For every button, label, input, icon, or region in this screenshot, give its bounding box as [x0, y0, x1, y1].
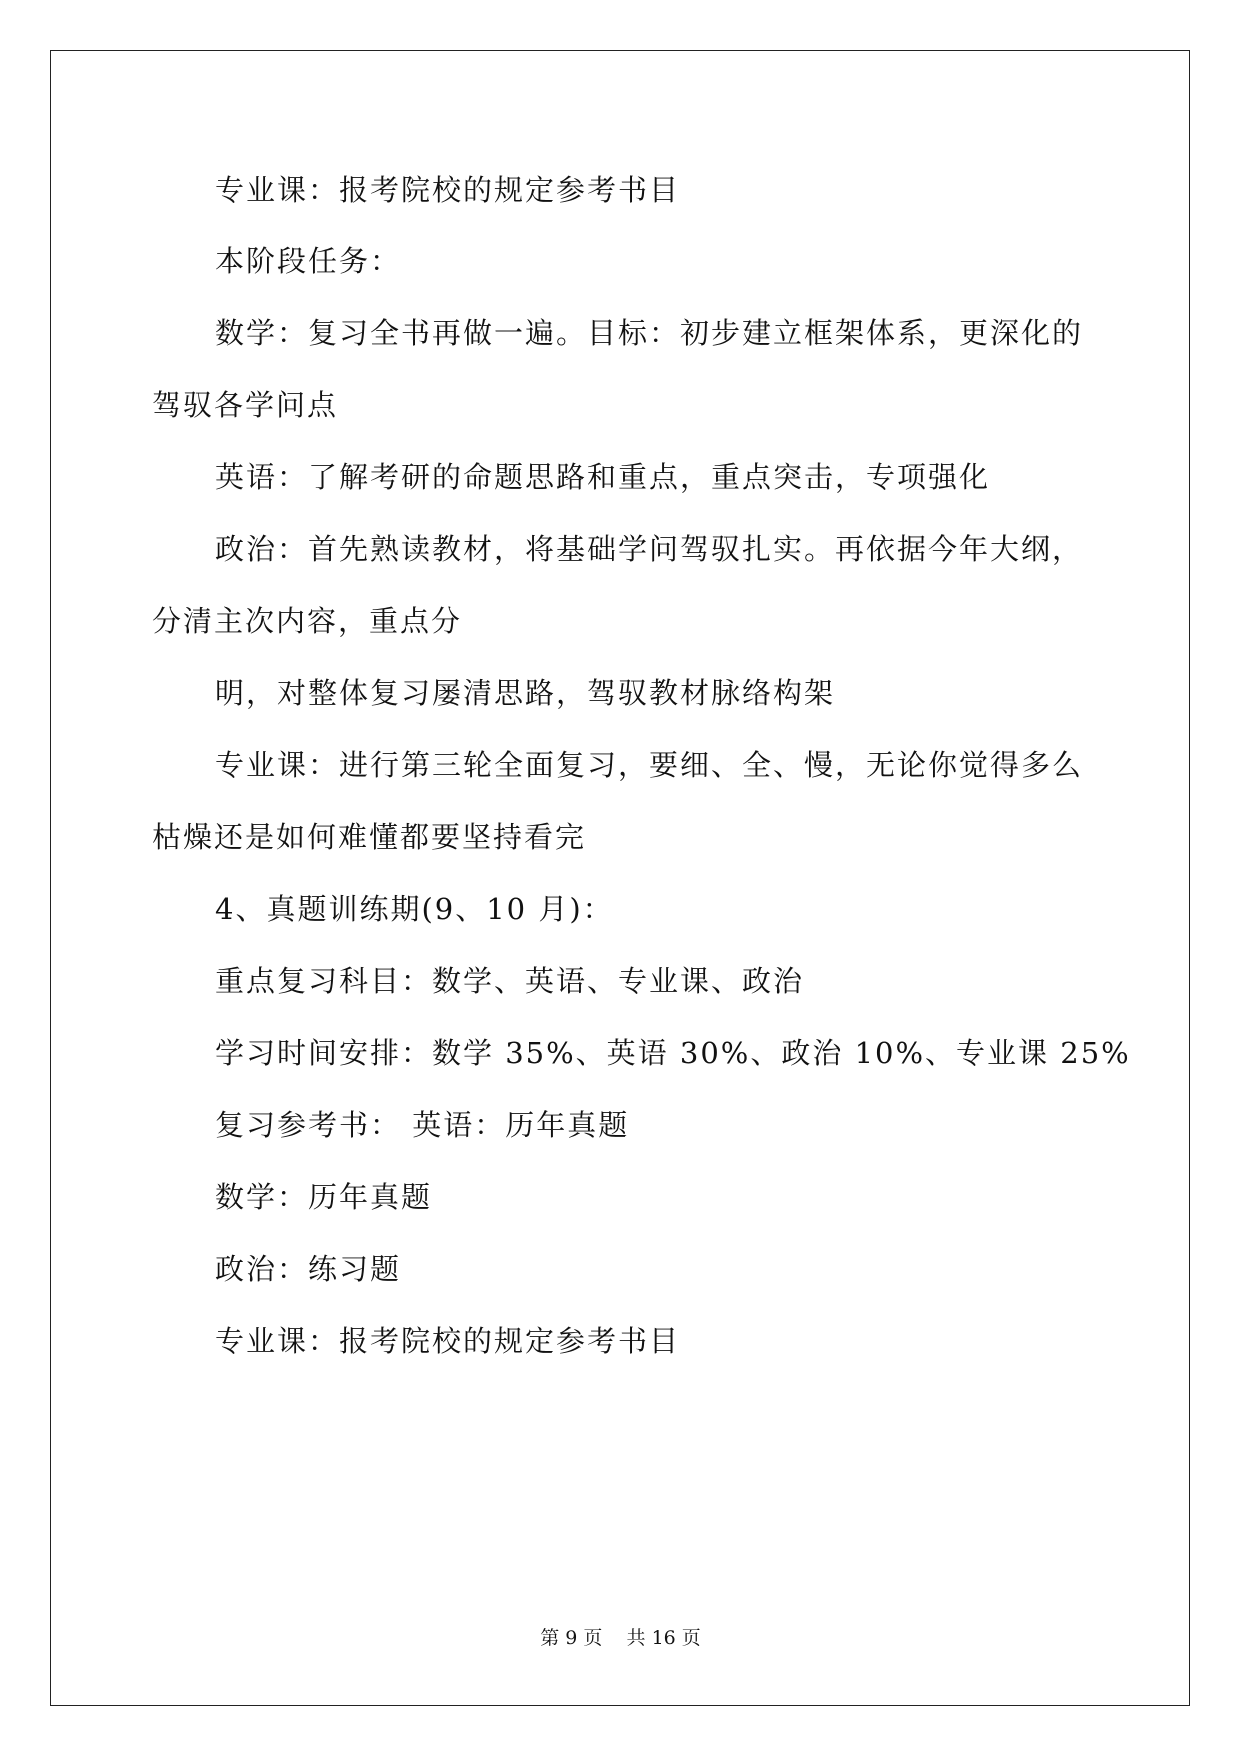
- page-number-footer: 第 9 页 共 16 页: [540, 1627, 701, 1649]
- text-line: 专业课：报考院校的规定参考书目: [215, 1324, 681, 1358]
- text-line: 分清主次内容，重点分: [152, 604, 463, 638]
- text-line: 专业课：进行第三轮全面复习，要细、全、慢，无论你觉得多么: [215, 748, 1084, 782]
- text-line: 数学：历年真题: [215, 1180, 433, 1214]
- text-line: 本阶段任务：: [215, 244, 402, 278]
- text-line: 学习时间安排：数学 35%、英语 30%、政治 10%、专业课 25%: [215, 1036, 1131, 1070]
- text-line: 驾驭各学问点: [152, 388, 339, 422]
- section-heading: 4、真题训练期(9、10 月)：: [215, 892, 614, 926]
- text-line: 枯燥还是如何难懂都要坚持看完: [152, 820, 587, 854]
- text-line: 英语：了解考研的命题思路和重点，重点突击，专项强化: [215, 460, 991, 494]
- text-line: 政治：首先熟读教材，将基础学问驾驭扎实。再依据今年大纲，: [215, 532, 1084, 566]
- text-line: 复习参考书： 英语：历年真题: [215, 1108, 630, 1142]
- text-line: 数学：复习全书再做一遍。目标：初步建立框架体系，更深化的: [215, 316, 1084, 350]
- text-line: 政治：练习题: [215, 1252, 402, 1286]
- text-line: 专业课：报考院校的规定参考书目: [215, 173, 681, 207]
- page-border: [50, 50, 1190, 1706]
- text-line: 重点复习科目：数学、英语、专业课、政治: [215, 964, 805, 998]
- text-line: 明，对整体复习屡清思路，驾驭教材脉络构架: [215, 676, 836, 710]
